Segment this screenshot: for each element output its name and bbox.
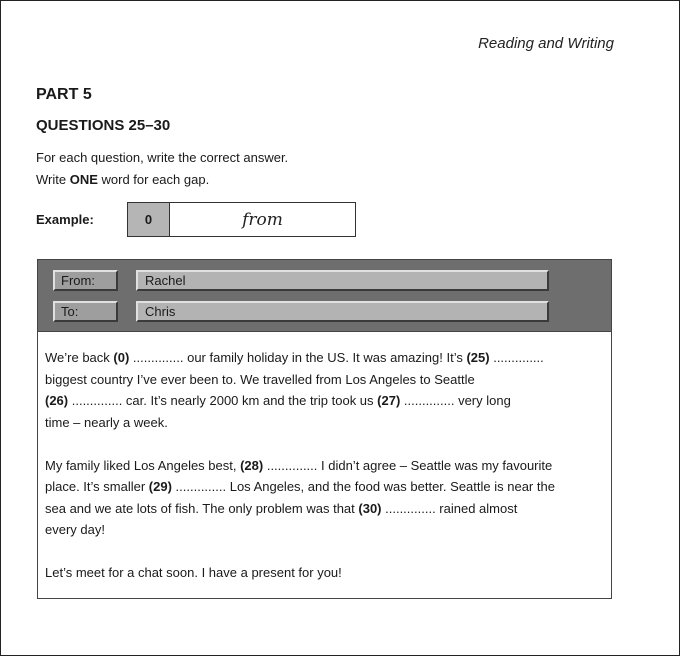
to-field: Chris	[136, 301, 549, 322]
text: .............. rained almost	[381, 500, 518, 516]
text: ..............	[489, 350, 544, 365]
text: .............. our family holiday in the US. It was amazing! It’s	[129, 350, 467, 365]
gap-29: (29)	[148, 479, 172, 494]
gap-0: (0)	[113, 350, 130, 365]
text: .............. Los Angeles, and the food was better. Seattle is near the	[171, 479, 555, 494]
text: place. It’s smaller	[45, 479, 149, 494]
text: .............. very long	[400, 393, 511, 408]
instruction-line-2	[36, 172, 209, 187]
instruction-text: word for each gap.	[97, 172, 210, 187]
paragraph-gap	[45, 433, 611, 455]
email-panel	[37, 259, 612, 599]
body-line: every day!	[45, 522, 105, 537]
body-line	[45, 347, 611, 369]
gap-25: (25)	[466, 350, 490, 365]
body-line: Let’s meet for a chat soon. I have a present for you!	[45, 565, 342, 580]
text: My family liked Los Angeles best,	[45, 457, 241, 473]
body-line	[45, 455, 611, 477]
email-header	[38, 260, 611, 332]
questions-title: QUESTIONS 25–30	[36, 117, 171, 134]
example-label: Example:	[36, 212, 94, 227]
instruction-emphasis: ONE	[69, 172, 98, 187]
paragraph-gap	[45, 541, 611, 563]
to-label: To:	[53, 301, 118, 322]
gap-30: (30)	[358, 500, 382, 516]
gap-27: (27)	[377, 393, 401, 408]
text: .............. car. It’s nearly 2000 km and the trip took us	[68, 393, 378, 408]
example-number: 0	[128, 203, 170, 236]
body-line: time – nearly a week.	[45, 414, 168, 430]
part-title: PART 5	[36, 86, 92, 103]
gap-28: (28)	[240, 457, 264, 473]
body-line	[45, 498, 611, 520]
from-field: Rachel	[136, 270, 549, 291]
body-line	[45, 476, 611, 498]
section-header: Reading and Writing	[478, 35, 614, 52]
text: sea and we ate lots of fish. The only problem was that	[45, 500, 359, 516]
from-label: From:	[53, 270, 118, 291]
gap-26: (26)	[45, 393, 69, 408]
instruction-text: Write	[36, 172, 70, 187]
example-box	[127, 202, 356, 237]
instruction-line-1: For each question, write the correct answer.	[36, 150, 289, 165]
text: We’re back	[45, 350, 114, 365]
body-line: biggest country I’ve ever been to. We travelled from Los Angeles to Seattle	[45, 371, 475, 387]
text: .............. I didn’t agree – Seattle was my favourite	[263, 457, 553, 473]
example-answer: from	[242, 209, 283, 230]
body-line	[45, 390, 611, 412]
email-body	[38, 332, 611, 584]
